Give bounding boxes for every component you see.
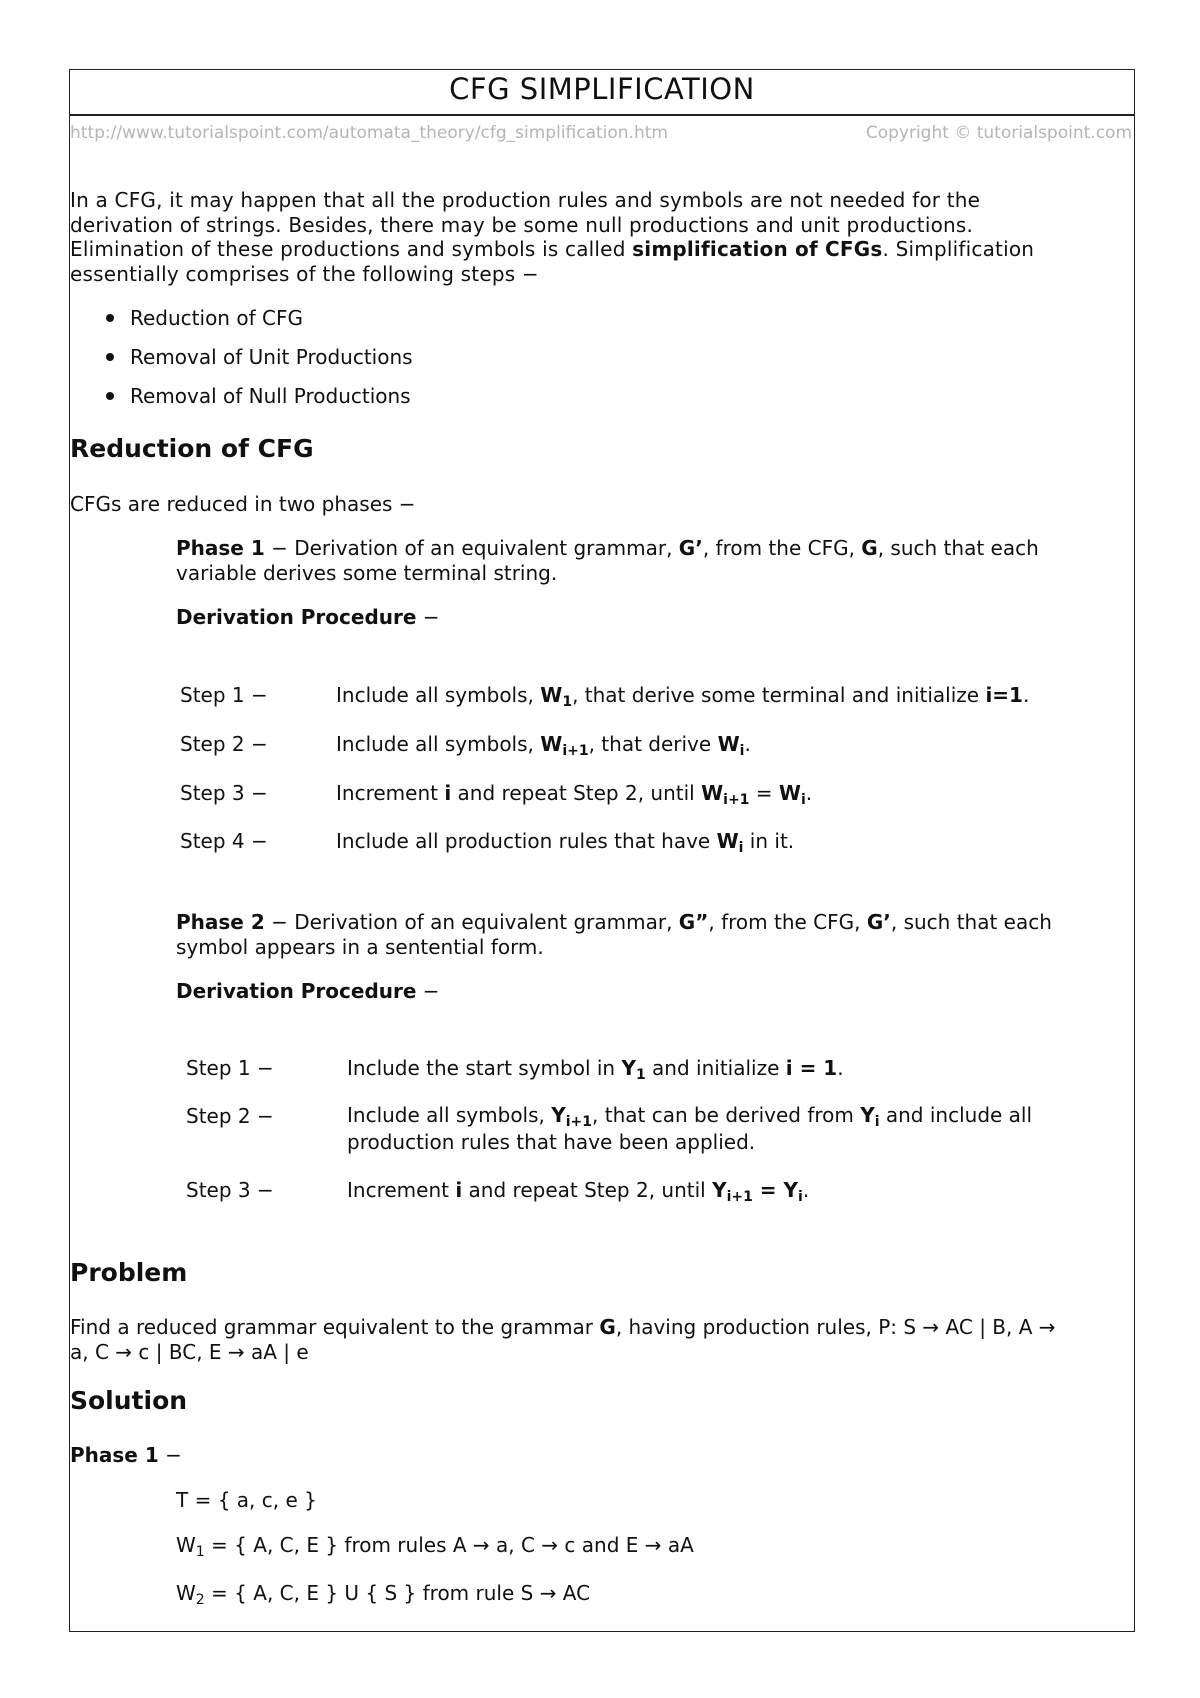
solution-phase1 [70,1443,182,1467]
step-text [336,781,813,808]
list-item [106,384,413,423]
intro-bold-term: simplification of CFGs [632,237,883,261]
source-url[interactable]: http://www.tutorialspoint.com/automata_theory/cfg_simplification.htm [70,123,668,143]
list-item [106,345,413,384]
symbol: i [455,1178,463,1202]
text: . [802,1178,810,1202]
simplification-steps-list [106,306,413,423]
procedure-label: Derivation Procedure [176,979,417,1003]
step-label: Step 4 − [180,829,268,853]
symbol: i=1 [985,683,1023,707]
grammar-symbol: G” [678,910,709,934]
text: − [158,1443,182,1467]
text: and repeat Step 2, until [451,781,702,805]
text: in it. [743,829,795,853]
title-divider [70,114,1134,116]
text: , that can be derived from [592,1103,861,1127]
symbol: W [540,683,563,707]
reduction-lead: CFGs are reduced in two phases − [70,492,416,516]
procedure-label: Derivation Procedure [176,605,417,629]
symbol: Y [712,1178,727,1202]
subscript: i+1 [726,1189,753,1205]
text: . [744,732,751,756]
symbol: W [540,732,563,756]
phase1-label: Phase 1 [176,536,265,560]
text: Include the start symbol in [347,1056,622,1080]
text: − [416,979,440,1003]
text: , from the CFG, [708,910,867,934]
grammar-symbol: G’ [866,910,891,934]
step-label: Step 2 − [186,1104,274,1128]
text: − Derivation of an equivalent grammar, [264,536,679,560]
symbol: Y [860,1103,875,1127]
phase2-label: Phase 2 [176,910,265,934]
subscript: 1 [562,694,573,710]
symbol: Y [621,1056,636,1080]
text: = { A, C, E } U { S } from rule S → AC [204,1581,591,1605]
symbol: W [176,1533,196,1557]
step-text [347,1056,844,1083]
symbol: i [444,781,452,805]
step-label: Step 3 − [180,781,268,805]
phase1-description [176,536,1116,585]
step-label: Step 1 − [186,1056,274,1080]
symbol: W [778,781,801,805]
subscript: 2 [195,1592,205,1608]
list-item [106,306,413,345]
symbol: W [717,732,740,756]
text: − Derivation of an equivalent grammar, [264,910,679,934]
page-frame [69,69,1135,1632]
w1-set [176,1533,694,1560]
symbol: W [701,781,724,805]
derivation-procedure-1 [176,605,1116,630]
symbol: = Y [752,1178,799,1202]
phase2-description [176,910,1116,959]
text: , that derive some terminal and initialize [572,683,986,707]
step-label: Step 2 − [180,732,268,756]
text: − [416,605,440,629]
subscript: i [739,743,745,759]
list-item-label: Reduction of CFG [130,306,303,330]
text: Include all production rules that have [336,829,717,853]
symbol: Y [551,1103,566,1127]
text: , from the CFG, [702,536,862,560]
subscript: i+1 [565,1114,593,1130]
grammar-symbol: G [599,1315,616,1339]
symbol: i = 1 [785,1056,838,1080]
heading-reduction: Reduction of CFG [70,434,314,463]
text: Increment [336,781,445,805]
subscript: i [798,1189,803,1205]
intro-text-end: . Simplification essentially comprises of the following steps − [70,237,1035,286]
bullet-icon [106,392,114,400]
grammar-symbol: G [861,536,878,560]
list-item-label: Removal of Unit Productions [130,345,413,369]
phase-label: Phase 1 [70,1443,159,1467]
subscript: i [738,840,744,856]
subscript: 1 [635,1067,646,1083]
text: . [805,781,813,805]
heading-problem: Problem [70,1258,188,1287]
text: and initialize [645,1056,786,1080]
step-text [336,829,795,856]
subscript: i [874,1114,880,1130]
page-title: CFG SIMPLIFICATION [449,72,755,106]
text: Find a reduced grammar equivalent to the grammar [70,1315,600,1339]
text: . [837,1056,844,1080]
bullet-icon [106,353,114,361]
subscript: 1 [195,1544,205,1560]
text: Increment [347,1178,456,1202]
symbol: W [716,829,739,853]
text: , that derive [588,732,718,756]
copyright-notice: Copyright © tutorialspoint.com [865,123,1132,143]
derivation-procedure-2 [176,979,1116,1004]
text: Include all symbols, [347,1103,552,1127]
text: , having production rules, P: S → AC | B, A → a, C → c | BC, E → aA | e [70,1315,1056,1364]
list-item-label: Removal of Null Productions [130,384,411,408]
terminal-set: T = { a, c, e } [176,1488,317,1512]
text: Include all symbols, [336,683,541,707]
step-text [347,1102,1107,1156]
step-text [336,732,751,759]
intro-paragraph [70,188,1070,286]
subscript: i+1 [723,792,750,808]
step-text [347,1178,810,1205]
intro-text: In a CFG, it may happen that all the production rules and symbols are not needed for the derivation of strings. Besides, there may be some null productions and unit productions. Elimination of these productions and symbols is called [70,188,981,261]
text: = [749,781,779,805]
text: and repeat Step 2, until [462,1178,713,1202]
problem-statement [70,1315,1070,1364]
step-label: Step 3 − [186,1178,274,1202]
text: , such that each symbol appears in a sentential form. [176,910,1052,959]
subscript: i [800,792,806,808]
subscript: i+1 [562,743,589,759]
text: Include all symbols, [336,732,541,756]
text: , such that each variable derives some terminal string. [176,536,1039,585]
w2-set [176,1581,591,1608]
grammar-symbol: G’ [678,536,703,560]
step-text [336,683,1030,710]
text: . [1022,683,1030,707]
text: = { A, C, E } from rules A → a, C → c and E → aA [204,1533,694,1557]
heading-solution: Solution [70,1386,188,1415]
step-label: Step 1 − [180,683,268,707]
symbol: W [176,1581,196,1605]
bullet-icon [106,314,114,322]
text: and include all production rules that have been applied. [347,1103,1033,1154]
